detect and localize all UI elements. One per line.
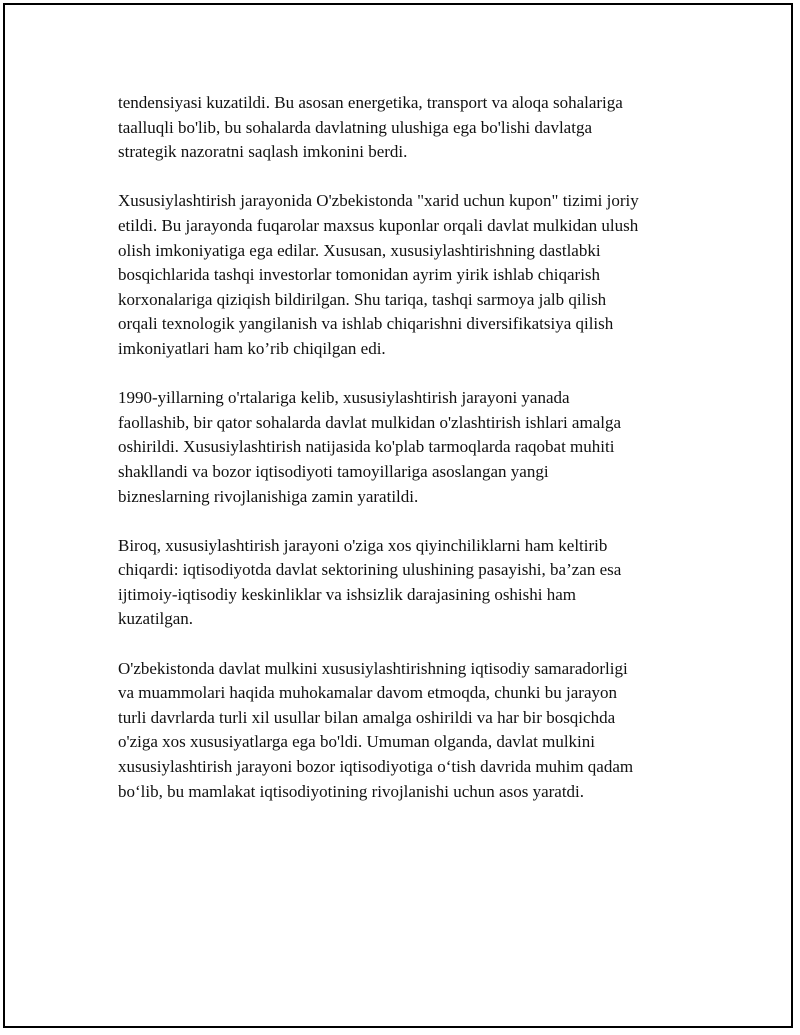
text-line: korxonalariga qiziqish bildirilgan. Shu tariqa, tashqi sarmoya jalb qilish: [118, 289, 607, 309]
text-line: o'ziga xos xususiyatlarga ega bo'ldi. Umuman olganda, davlat mulkini: [118, 732, 595, 752]
text-line: va muammolari haqida muhokamalar davom etmoqda, chunki bu jarayon: [118, 683, 617, 703]
text-line: ijtimoiy-iqtisodiy keskinliklar va ishsizlik darajasining oshishi ham: [118, 584, 577, 604]
text-line: Biroq, xususiylashtirish jarayoni o'ziga xos qiyinchiliklarni ham keltirib: [118, 535, 608, 555]
document-body: [118, 91, 678, 829]
text-line: taalluqli bo'lib, bu sohalarda davlatning ulushiga ega bo'lishi davlatga: [118, 117, 592, 137]
paragraph-2: [118, 189, 678, 361]
text-line: bizneslarning rivojlanishiga zamin yaratildi.: [118, 486, 419, 506]
text-line: turli davrlarda turli xil usullar bilan amalga oshirildi va har bir bosqichda: [118, 707, 616, 727]
text-line: strategik nazoratni saqlash imkonini berdi.: [118, 142, 408, 162]
text-line: etildi. Bu jarayonda fuqarolar maxsus kuponlar orqali davlat mulkidan ulush: [118, 215, 639, 235]
text-line: oshirildi. Xususiylashtirish natijasida ko'plab tarmoqlarda raqobat muhiti: [118, 437, 615, 457]
text-line: chiqardi: iqtisodiyotda davlat sektorining ulushining pasayishi, ba’zan esa: [118, 560, 622, 580]
text-line: Xususiylashtirish jarayonida O'zbekistonda "xarid uchun kupon" tizimi joriy: [118, 191, 639, 211]
paragraph-5: [118, 657, 678, 805]
text-line: O'zbekistonda davlat mulkini xususiylashtirishning iqtisodiy samaradorligi: [118, 658, 628, 678]
paragraph-3: [118, 386, 678, 509]
text-line: imkoniyatlari ham ko’rib chiqilgan edi.: [118, 338, 386, 358]
paragraph-1: [118, 91, 678, 165]
text-line: xususiylashtirish jarayoni bozor iqtisodiyotiga o‘tish davrida muhim qadam: [118, 757, 634, 777]
paragraph-4: [118, 534, 678, 632]
text-line: olish imkoniyatiga ega edilar. Xususan, xususiylashtirishning dastlabki: [118, 240, 601, 260]
text-line: shakllandi va bozor iqtisodiyoti tamoyillariga asoslangan yangi: [118, 461, 549, 481]
text-line: bosqichlarida tashqi investorlar tomonidan ayrim yirik ishlab chiqarish: [118, 265, 601, 285]
text-line: orqali texnologik yangilanish va ishlab chiqarishni diversifikatsiya qilish: [118, 314, 614, 334]
text-line: 1990-yillarning o'rtalariga kelib, xususiylashtirish jarayoni yanada: [118, 388, 570, 408]
text-line: bo‘lib, bu mamlakat iqtisodiyotining rivojlanishi uchun asos yaratdi.: [118, 781, 585, 801]
text-line: tendensiyasi kuzatildi. Bu asosan energetika, transport va aloqa sohalariga: [118, 93, 623, 112]
text-line: faollashib, bir qator sohalarda davlat mulkidan o'zlashtirish ishlari amalga: [118, 412, 622, 432]
text-line: kuzatilgan.: [118, 609, 194, 629]
